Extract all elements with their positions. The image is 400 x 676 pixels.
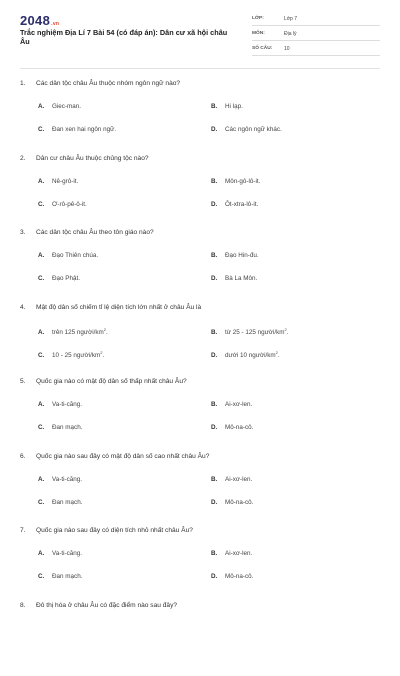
question-label: Đô thị hóa ở châu Âu có đặc điểm nào sau đây? [36, 602, 177, 609]
option-letter: D. [211, 201, 225, 208]
option-letter: A. [38, 401, 52, 408]
answer-option[interactable] [38, 103, 81, 110]
page-header [0, 0, 400, 66]
option-text: Mô-na-cô. [225, 424, 253, 431]
option-letter: C. [38, 424, 52, 431]
question-number: 6. [20, 453, 36, 460]
question-label: Mật độ dân số chiếm tỉ lệ diện tích lớn nhất ở châu Âu là [36, 304, 201, 311]
option-letter: D. [211, 126, 225, 133]
answer-option[interactable] [38, 178, 78, 185]
answer-option[interactable] [211, 201, 258, 208]
option-text: Ơ-rô-pê-ô-it. [52, 201, 87, 208]
option-letter: A. [38, 329, 52, 336]
option-suffix: . [106, 329, 108, 336]
option-text: Đan xen hai ngôn ngữ. [52, 126, 116, 133]
answer-option[interactable] [38, 252, 98, 259]
question-number: 4. [20, 304, 36, 311]
question-text [20, 80, 180, 87]
question-text [20, 229, 154, 236]
question-block [0, 229, 400, 304]
question-block [0, 453, 400, 528]
option-letter: C. [38, 275, 52, 282]
question-label: Quốc gia nào có mật độ dân số thấp nhất châu Âu? [36, 378, 187, 385]
question-block [0, 155, 400, 230]
option-letter: A. [38, 550, 52, 557]
option-suffix: . [278, 352, 280, 359]
option-text: Mô-na-cô. [225, 573, 253, 580]
option-letter: D. [211, 573, 225, 580]
meta-info [252, 13, 380, 58]
answer-option[interactable] [211, 424, 253, 431]
page-title: Trắc nghiệm Địa Lí 7 Bài 54 (có đáp án): Dân cư xã hội châu Âu [20, 28, 230, 46]
answer-option[interactable] [211, 126, 282, 133]
option-text: Giec-man. [52, 103, 81, 110]
question-label: Quốc gia nào sau đây có mật độ dân số cao nhất châu Âu? [36, 453, 209, 460]
answer-option[interactable] [211, 550, 252, 557]
question-text [20, 453, 209, 460]
option-text: Ôt-xtra-lô-it. [225, 201, 258, 208]
option-letter: C. [38, 573, 52, 580]
answer-option[interactable] [211, 252, 259, 259]
option-text: Đan mạch. [52, 424, 82, 431]
option-letter: A. [38, 103, 52, 110]
question-label: Các dân tộc châu Âu theo tôn giáo nào? [36, 229, 154, 236]
option-text: Đan mạch. [52, 499, 82, 506]
question-text [20, 527, 193, 534]
question-text [20, 304, 201, 311]
option-letter: B. [211, 252, 225, 259]
question-label: Dân cư châu Âu thuộc chủng tộc nào? [36, 155, 149, 162]
option-text: Ai-xơ-len. [225, 476, 252, 483]
option-letter: A. [38, 178, 52, 185]
question-list [0, 80, 400, 676]
question-label: Quốc gia nào sau đây có diện tích nhỏ nhất châu Âu? [36, 527, 193, 534]
option-superscript: 2 [284, 327, 286, 332]
answer-option[interactable] [38, 476, 82, 483]
question-number: 1. [20, 80, 36, 87]
option-text: Đạo Thiên chúa. [52, 252, 98, 259]
question-number: 3. [20, 229, 36, 236]
header-divider [20, 68, 380, 69]
option-letter: C. [38, 201, 52, 208]
answer-option[interactable] [211, 275, 257, 282]
question-text [20, 155, 149, 162]
option-letter: A. [38, 252, 52, 259]
option-superscript: 2 [104, 327, 106, 332]
answer-option[interactable] [211, 178, 260, 185]
answer-option[interactable] [211, 573, 253, 580]
option-letter: B. [211, 476, 225, 483]
meta-key: LỚP: [252, 16, 264, 21]
meta-value: Địa lý [284, 31, 297, 37]
answer-option[interactable] [211, 499, 253, 506]
answer-option[interactable] [211, 103, 243, 110]
option-suffix: . [102, 352, 104, 359]
option-letter: B. [211, 550, 225, 557]
option-text: trên 125 người/km [52, 329, 104, 336]
option-letter: D. [211, 499, 225, 506]
question-number: 5. [20, 378, 36, 385]
option-suffix: . [287, 329, 289, 336]
option-text: Nê-grô-it. [52, 178, 78, 185]
answer-option[interactable] [211, 327, 288, 336]
option-text: từ 25 - 125 người/km [225, 329, 284, 336]
question-block [0, 80, 400, 155]
option-letter: C. [38, 352, 52, 359]
question-block [0, 378, 400, 453]
meta-row-subject [252, 28, 380, 41]
option-text: Bà La Môn. [225, 275, 257, 282]
option-text: Đan mạch. [52, 573, 82, 580]
option-text: 10 - 25 người/km [52, 352, 100, 359]
answer-option[interactable] [38, 350, 104, 359]
question-block [0, 602, 400, 676]
option-letter: C. [38, 499, 52, 506]
option-text: dưới 10 người/km [225, 352, 276, 359]
logo-main-text: 2048 [20, 13, 50, 28]
option-letter: D. [211, 275, 225, 282]
option-letter: A. [38, 476, 52, 483]
question-number: 2. [20, 155, 36, 162]
option-text: Đạo Phật. [52, 275, 80, 282]
answer-option[interactable] [38, 424, 82, 431]
question-text [20, 602, 177, 609]
answer-option[interactable] [38, 499, 82, 506]
option-text: Đạo Hin-đu. [225, 252, 259, 259]
answer-option[interactable] [211, 350, 280, 359]
question-block [0, 304, 400, 379]
option-text: Ai-xơ-len. [225, 550, 252, 557]
question-number: 8. [20, 602, 36, 609]
answer-option[interactable] [38, 550, 82, 557]
meta-row-class [252, 13, 380, 26]
answer-option[interactable] [38, 275, 80, 282]
question-text [20, 378, 187, 385]
option-text: Ai-xơ-len. [225, 401, 252, 408]
meta-value: 10 [284, 46, 290, 52]
answer-option[interactable] [38, 126, 116, 133]
meta-key: SỐ CÂU: [252, 46, 272, 51]
option-text: Môn-gô-lô-it. [225, 178, 260, 185]
answer-option[interactable] [38, 401, 82, 408]
answer-option[interactable] [211, 476, 252, 483]
answer-option[interactable] [38, 201, 87, 208]
option-letter: B. [211, 178, 225, 185]
meta-value: Lớp 7 [284, 16, 297, 22]
answer-option[interactable] [211, 401, 252, 408]
meta-row-count [252, 43, 380, 56]
option-text: Va-ti-căng. [52, 401, 82, 408]
option-letter: B. [211, 103, 225, 110]
question-number: 7. [20, 527, 36, 534]
option-text: Hi lạp. [225, 103, 243, 110]
option-letter: D. [211, 424, 225, 431]
option-text: Va-ti-căng. [52, 476, 82, 483]
option-text: Va-ti-căng. [52, 550, 82, 557]
option-text: Các ngôn ngữ khác. [225, 126, 282, 133]
site-logo[interactable] [20, 13, 59, 28]
logo-suffix-text: .vn [51, 21, 59, 27]
answer-option[interactable] [38, 573, 82, 580]
option-letter: C. [38, 126, 52, 133]
option-text: Mô-na-cô. [225, 499, 253, 506]
answer-option[interactable] [38, 327, 108, 336]
option-letter: B. [211, 329, 225, 336]
option-superscript: 2 [100, 350, 102, 355]
question-label: Các dân tộc châu Âu thuộc nhóm ngôn ngữ nào? [36, 80, 180, 87]
option-superscript: 2 [276, 350, 278, 355]
option-letter: D. [211, 352, 225, 359]
option-letter: B. [211, 401, 225, 408]
question-block [0, 527, 400, 602]
meta-key: MÔN: [252, 31, 265, 36]
